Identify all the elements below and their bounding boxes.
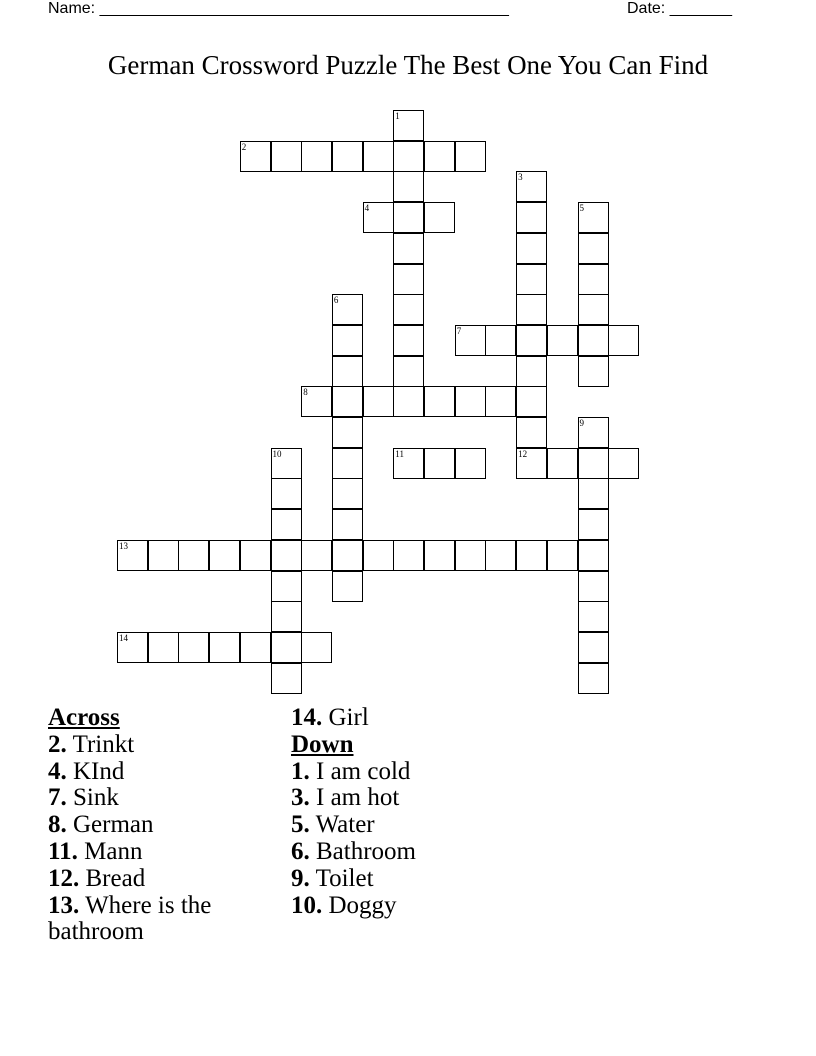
grid-cell[interactable] (455, 141, 486, 172)
grid-cell[interactable] (332, 141, 363, 172)
grid-cell[interactable] (301, 386, 332, 417)
grid-cell[interactable] (455, 386, 486, 417)
grid-cell[interactable] (455, 448, 486, 479)
grid-cell[interactable] (578, 233, 609, 264)
grid-cell[interactable] (455, 325, 486, 356)
cell-number: 9 (579, 418, 584, 428)
clue-item (48, 759, 278, 786)
clue-number: 1. (291, 757, 310, 785)
grid-cell[interactable] (516, 417, 547, 448)
grid-cell[interactable] (271, 141, 302, 172)
grid-cell[interactable] (393, 386, 424, 417)
cell-number: 7 (456, 325, 462, 336)
grid-cell[interactable] (516, 325, 547, 356)
grid-cell[interactable] (117, 632, 148, 663)
clue-text: Doggy (328, 891, 397, 919)
grid-cell[interactable] (516, 386, 547, 417)
grid-cell[interactable] (393, 233, 424, 264)
grid-cell[interactable] (301, 632, 332, 663)
clue-item (291, 705, 521, 732)
clue-item (291, 812, 521, 839)
grid-cell[interactable] (516, 233, 547, 264)
across-heading: Across (48, 704, 120, 731)
grid-cell[interactable] (578, 202, 609, 233)
grid-cell[interactable] (516, 356, 547, 387)
grid-cell[interactable] (393, 325, 424, 356)
grid-cell[interactable] (578, 509, 609, 540)
grid-cell[interactable] (271, 571, 302, 602)
clue-text: I am hot (316, 784, 400, 812)
grid-cell[interactable] (209, 632, 240, 663)
clue-text: KInd (73, 757, 125, 785)
clue-text: Sink (73, 784, 119, 812)
cell-number: 11 (395, 448, 404, 459)
grid-cell[interactable] (332, 448, 363, 479)
grid-cell[interactable] (393, 356, 424, 387)
grid-cell[interactable] (578, 663, 609, 694)
clue-number: 2. (48, 730, 67, 758)
grid-cell[interactable] (332, 386, 363, 417)
clue-item (291, 866, 521, 893)
clue-item (48, 812, 278, 839)
grid-cell[interactable] (578, 478, 609, 509)
grid-cell[interactable] (363, 386, 394, 417)
grid-cell[interactable] (363, 141, 394, 172)
grid-cell[interactable] (485, 386, 516, 417)
grid-cell[interactable] (178, 632, 209, 663)
clue-text: Bathroom (316, 837, 416, 865)
grid-cell[interactable] (393, 141, 424, 172)
clue-number: 12. (48, 864, 80, 892)
cell-number: 2 (241, 141, 247, 152)
grid-cell[interactable] (424, 448, 455, 479)
clue-number: 13. (48, 891, 80, 919)
grid-cell[interactable] (332, 509, 363, 540)
clue-item (48, 866, 278, 893)
grid-cell[interactable] (516, 448, 547, 479)
grid-cell[interactable] (271, 478, 302, 509)
grid-cell[interactable] (424, 202, 455, 233)
grid-cell[interactable] (516, 264, 547, 295)
grid-cell[interactable] (393, 294, 424, 325)
grid-cell[interactable] (332, 571, 363, 602)
grid-cell[interactable] (516, 202, 547, 233)
clue-number: 5. (291, 811, 310, 839)
grid-cell[interactable] (393, 110, 424, 141)
clue-number: 14. (291, 704, 323, 731)
grid-cell[interactable] (578, 294, 609, 325)
grid-cell[interactable] (547, 448, 578, 479)
grid-cell[interactable] (240, 141, 271, 172)
clue-number: 10. (291, 891, 323, 919)
down-heading: Down (291, 730, 354, 758)
grid-cell[interactable] (578, 325, 609, 356)
grid-cell[interactable] (332, 325, 363, 356)
grid-cell[interactable] (271, 509, 302, 540)
grid-cell[interactable] (393, 264, 424, 295)
cell-number: 10 (272, 448, 282, 459)
clue-number: 3. (291, 784, 310, 812)
cell-number: 8 (303, 387, 308, 398)
grid-cell[interactable] (608, 325, 639, 356)
grid-cell[interactable] (301, 540, 332, 571)
grid-cell[interactable] (485, 325, 516, 356)
clue-number: 9. (291, 864, 310, 892)
grid-cell[interactable] (363, 202, 394, 233)
grid-cell[interactable] (271, 448, 302, 479)
grid-cell[interactable] (578, 601, 609, 632)
grid-cell[interactable] (148, 632, 179, 663)
grid-cell[interactable] (578, 448, 609, 479)
grid-cell[interactable] (393, 202, 424, 233)
clue-item (48, 893, 278, 947)
clue-text: Trinkt (72, 730, 135, 758)
clue-item (291, 839, 521, 866)
down-clues (291, 705, 521, 919)
grid-cell[interactable] (578, 264, 609, 295)
name-field: Name: ______________________________________________ (48, 0, 509, 17)
clue-text: Toilet (315, 864, 374, 892)
grid-cell[interactable] (578, 356, 609, 387)
grid-cell[interactable] (424, 386, 455, 417)
clue-item (291, 759, 521, 786)
clue-number: 6. (291, 837, 310, 865)
cell-number: 1 (395, 111, 400, 121)
clue-text: German (73, 811, 154, 839)
grid-cell[interactable] (547, 325, 578, 356)
grid-cell[interactable] (485, 540, 516, 571)
clue-item (48, 785, 278, 812)
grid-cell[interactable] (271, 663, 302, 694)
grid-cell[interactable] (271, 540, 302, 571)
cell-number: 13 (119, 540, 128, 551)
clue-item (48, 839, 278, 866)
grid-cell[interactable] (178, 540, 209, 571)
grid-cell[interactable] (455, 540, 486, 571)
grid-cell[interactable] (332, 294, 363, 325)
grid-cell[interactable] (516, 171, 547, 202)
grid-cell[interactable] (578, 632, 609, 663)
grid-cell[interactable] (424, 141, 455, 172)
grid-cell[interactable] (332, 417, 363, 448)
cell-number: 3 (518, 172, 523, 183)
clue-number: 7. (48, 784, 67, 812)
grid-cell[interactable] (271, 632, 302, 663)
grid-cell[interactable] (424, 540, 455, 571)
grid-cell[interactable] (332, 478, 363, 509)
grid-cell[interactable] (547, 540, 578, 571)
date-field: Date: _______ (627, 0, 732, 17)
clue-number: 8. (48, 811, 67, 839)
grid-cell[interactable] (301, 141, 332, 172)
grid-cell[interactable] (393, 448, 424, 479)
cell-number: 12 (518, 448, 528, 459)
cell-number: 14 (119, 632, 128, 643)
clue-item (48, 732, 278, 759)
cell-number: 6 (333, 295, 339, 306)
grid-cell[interactable] (608, 448, 639, 479)
clue-text: Mann (84, 837, 143, 865)
grid-cell[interactable] (240, 632, 271, 663)
grid-cell[interactable] (393, 540, 424, 571)
across-clues (48, 705, 278, 946)
grid-cell[interactable] (332, 356, 363, 387)
grid-cell[interactable] (271, 601, 302, 632)
grid-cell[interactable] (363, 540, 394, 571)
grid-cell[interactable] (578, 571, 609, 602)
clue-number: 11. (48, 837, 78, 865)
clue-item (291, 785, 521, 812)
clue-text: Bread (85, 864, 146, 892)
grid-cell[interactable] (578, 540, 609, 571)
clue-text: Where is the bathroom (48, 891, 212, 946)
grid-cell[interactable] (516, 540, 547, 571)
grid-cell[interactable] (240, 540, 271, 571)
grid-cell[interactable] (117, 540, 148, 571)
grid-cell[interactable] (516, 294, 547, 325)
cell-number: 4 (364, 203, 370, 214)
clue-text: Girl (328, 704, 369, 731)
clue-number: 4. (48, 757, 67, 785)
grid-cell[interactable] (148, 540, 179, 571)
clue-text: I am cold (316, 757, 411, 785)
grid-cell[interactable] (332, 540, 363, 571)
clue-text: Water (315, 811, 375, 839)
page-title: German Crossword Puzzle The Best One You Can Find (107, 50, 709, 80)
grid-cell[interactable] (578, 417, 609, 448)
cell-number: 5 (579, 203, 584, 214)
clue-item (291, 893, 521, 920)
grid-cell[interactable] (209, 540, 240, 571)
grid-cell[interactable] (393, 171, 424, 202)
